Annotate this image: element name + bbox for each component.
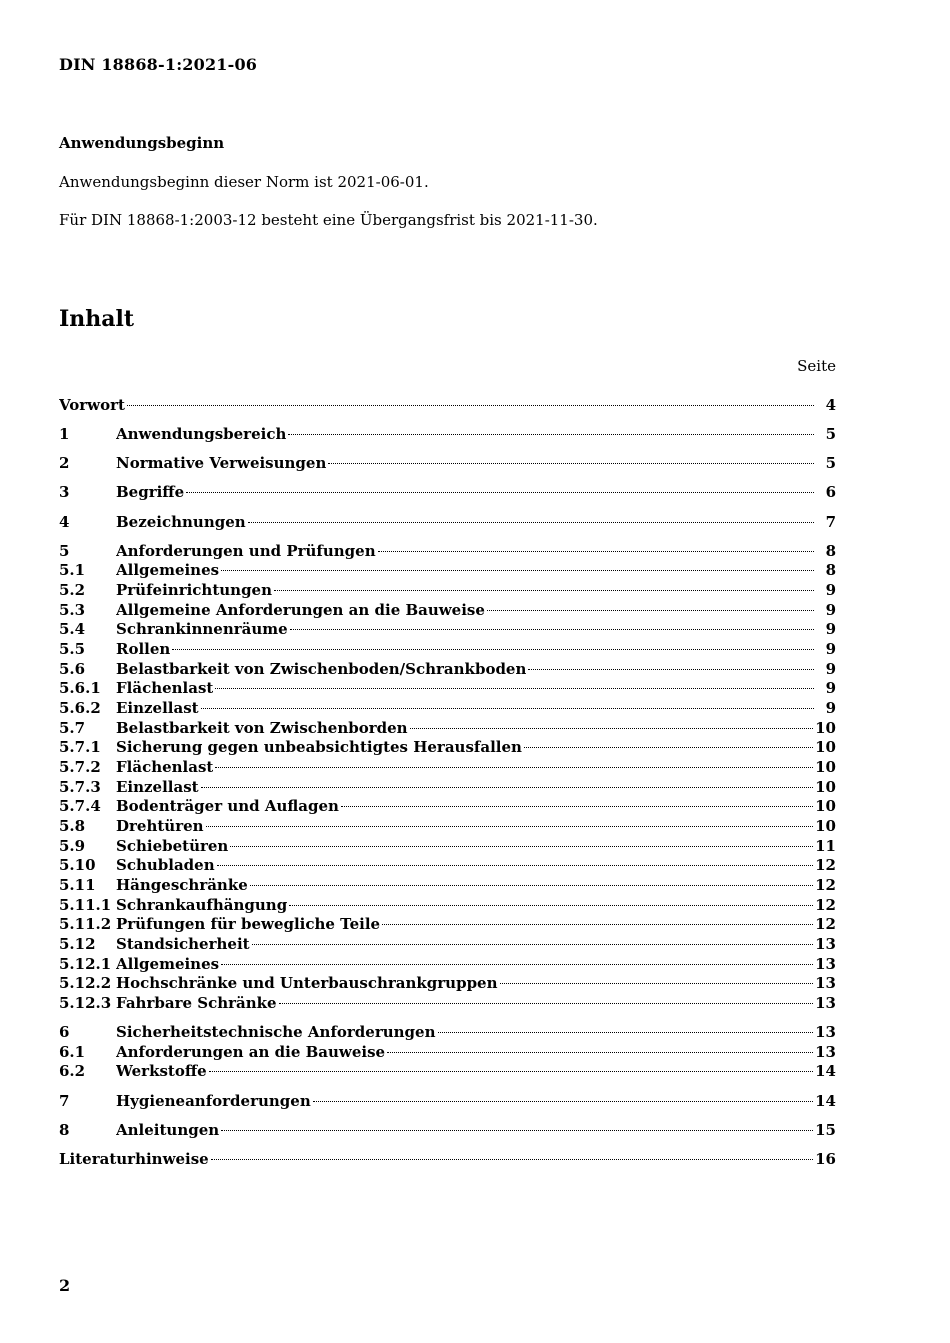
toc-entry-page: 6 xyxy=(825,483,836,502)
toc-entry-page: 10 xyxy=(815,816,836,835)
toc-entry-number: 5.7.2 xyxy=(59,758,101,776)
toc-entry-number: 5.12.1 xyxy=(59,954,112,973)
dot-leader xyxy=(215,766,813,768)
toc-entry-title: Rollen xyxy=(116,640,171,659)
dot-leader xyxy=(528,668,814,670)
toc-entry-title: Schiebetüren xyxy=(116,836,229,855)
dot-leader xyxy=(209,1070,813,1072)
dot-leader xyxy=(221,569,814,571)
toc-entry-title: Schrankinnenräume xyxy=(116,620,288,639)
toc-entry-title: Vorwort xyxy=(59,396,125,414)
dot-leader xyxy=(487,609,814,611)
toc-entry[interactable] xyxy=(59,1150,836,1170)
toc-entry[interactable] xyxy=(59,1121,836,1141)
toc-entry-title: Prüfungen für bewegliche Teile xyxy=(116,915,381,934)
dot-leader xyxy=(221,1129,813,1131)
toc-entry-title: Sicherheitstechnische Anforderungen xyxy=(116,1023,436,1042)
toc-entry[interactable] xyxy=(59,454,836,474)
toc-entry-page: 11 xyxy=(815,836,836,855)
dot-leader xyxy=(378,550,814,552)
toc-entry-page: 13 xyxy=(815,954,836,973)
toc-entry-number: 5.1 xyxy=(59,561,86,580)
toc-entry[interactable] xyxy=(59,601,836,621)
toc-entry-page: 7 xyxy=(825,512,836,531)
toc-entry-page: 10 xyxy=(815,797,836,816)
toc-entry[interactable] xyxy=(59,797,836,817)
toc-entry-page: 12 xyxy=(815,875,836,894)
toc-entry-page: 12 xyxy=(815,915,836,934)
toc-entry-title: Belastbarkeit von Zwischenborden xyxy=(116,718,408,737)
dot-leader xyxy=(500,982,814,984)
dot-leader xyxy=(252,943,814,945)
toc-entry-title: Anwendungsbereich xyxy=(116,425,287,444)
toc-entry-number: 5.9 xyxy=(59,836,86,855)
toc-entry[interactable] xyxy=(59,837,836,857)
toc-entry-title: Prüfeinrichtungen xyxy=(116,581,273,600)
toc-entry-title: Literaturhinweise xyxy=(59,1149,209,1168)
dot-leader xyxy=(341,805,813,807)
toc-entry-page: 9 xyxy=(825,699,836,718)
section-heading: Anwendungsbeginn xyxy=(59,134,225,152)
toc-entry-number: 5.6.1 xyxy=(59,679,101,698)
toc-entry-title: Allgemeine Anforderungen an die Bauweise xyxy=(116,600,485,619)
toc-entry-title: Schrankaufhängung xyxy=(116,895,288,914)
toc-entry-number: 2 xyxy=(59,454,70,473)
dot-leader xyxy=(127,404,814,406)
paragraph: Anwendungsbeginn dieser Norm ist 2021-06-01. xyxy=(59,173,429,191)
toc-entry-title: Belastbarkeit von Zwischenboden/Schrankboden xyxy=(116,659,527,678)
toc-entry-page: 5 xyxy=(825,454,836,473)
toc-entry-page: 10 xyxy=(815,777,836,796)
toc-entry-number: 4 xyxy=(59,512,70,531)
toc-entry-title: Anleitungen xyxy=(116,1120,220,1139)
dot-leader xyxy=(201,707,814,709)
toc-entry-title: Einzellast xyxy=(116,699,199,718)
toc-entry[interactable] xyxy=(59,738,836,758)
dot-leader xyxy=(387,1051,813,1053)
toc-entry-page: 13 xyxy=(815,974,836,993)
toc-entry[interactable] xyxy=(59,679,836,699)
toc-entry-number: 5.4 xyxy=(59,620,86,639)
toc-entry-page: 9 xyxy=(825,600,836,619)
toc-entry-number: 5.2 xyxy=(59,581,86,600)
toc-entry-title: Bezeichnungen xyxy=(116,512,246,531)
dot-leader xyxy=(290,628,814,630)
toc-entry[interactable] xyxy=(59,896,836,916)
dot-leader xyxy=(313,1100,813,1102)
toc-entry-number: 3 xyxy=(59,483,70,502)
dot-leader xyxy=(438,1031,814,1033)
toc-entry-page: 14 xyxy=(815,1091,836,1110)
toc-entry-title: Flächenlast xyxy=(116,679,214,698)
toc-entry-page: 13 xyxy=(815,1023,836,1042)
toc-entry-number: 5.3 xyxy=(59,600,86,619)
toc-entry-number: 8 xyxy=(59,1120,70,1139)
toc-entry[interactable] xyxy=(59,915,836,935)
toc-entry[interactable] xyxy=(59,817,836,837)
toc-entry[interactable] xyxy=(59,876,836,896)
page-column-label: Seite xyxy=(797,357,836,375)
toc-entry[interactable] xyxy=(59,1062,836,1082)
toc-entry[interactable] xyxy=(59,660,836,680)
dot-leader xyxy=(328,462,814,464)
toc-entry[interactable] xyxy=(59,778,836,798)
dot-leader xyxy=(274,589,814,591)
dot-leader xyxy=(230,845,813,847)
toc-entry[interactable] xyxy=(59,542,836,562)
dot-leader xyxy=(201,786,814,788)
paragraph: Für DIN 18868-1:2003-12 besteht eine Übergangsfrist bis 2021-11-30. xyxy=(59,211,598,229)
toc-entry-number: 6.2 xyxy=(59,1062,86,1081)
dot-leader xyxy=(221,963,813,965)
toc-entry-page: 13 xyxy=(815,1042,836,1061)
table-of-contents xyxy=(59,396,836,1169)
toc-entry-number: 5.11.2 xyxy=(59,915,112,934)
toc-entry-title: Einzellast xyxy=(116,777,199,796)
dot-leader xyxy=(217,864,814,866)
toc-entry-page: 9 xyxy=(825,581,836,600)
toc-entry-title: Sicherung gegen unbeabsichtigtes Herausfallen xyxy=(116,738,522,757)
toc-entry-title: Drehtüren xyxy=(116,816,204,835)
toc-entry-number: 5 xyxy=(59,541,70,560)
toc-entry[interactable] xyxy=(59,719,836,739)
toc-entry[interactable] xyxy=(59,620,836,640)
toc-entry-number: 5.10 xyxy=(59,856,96,875)
toc-entry-page: 13 xyxy=(815,934,836,953)
toc-entry[interactable] xyxy=(59,994,836,1014)
dot-leader xyxy=(211,1158,813,1160)
toc-entry-number: 7 xyxy=(59,1091,70,1110)
toc-entry[interactable] xyxy=(59,955,836,975)
toc-entry-page: 9 xyxy=(825,679,836,698)
toc-entry-page: 9 xyxy=(825,640,836,659)
toc-entry-title: Fahrbare Schränke xyxy=(116,993,277,1012)
toc-entry-title: Flächenlast xyxy=(116,758,214,776)
toc-entry-number: 5.7.3 xyxy=(59,777,101,796)
toc-entry-title: Standsicherheit xyxy=(116,934,250,953)
toc-entry[interactable] xyxy=(59,699,836,719)
toc-entry-page: 12 xyxy=(815,895,836,914)
toc-entry-number: 5.12.3 xyxy=(59,993,112,1012)
toc-entry-title: Schubladen xyxy=(116,856,215,875)
toc-entry[interactable] xyxy=(59,425,836,445)
dot-leader xyxy=(206,825,814,827)
toc-entry-number: 5.6.2 xyxy=(59,699,101,718)
toc-entry-page: 4 xyxy=(825,396,836,414)
toc-entry-page: 9 xyxy=(825,620,836,639)
toc-entry-page: 13 xyxy=(815,993,836,1012)
toc-entry-number: 5.12.2 xyxy=(59,974,112,993)
toc-entry-number: 6.1 xyxy=(59,1042,86,1061)
toc-entry-number: 5.6 xyxy=(59,659,86,678)
toc-entry-title: Normative Verweisungen xyxy=(116,454,327,473)
dot-leader xyxy=(410,727,814,729)
toc-entry-page: 10 xyxy=(815,718,836,737)
toc-entry-page: 10 xyxy=(815,758,836,776)
toc-entry[interactable] xyxy=(59,1092,836,1112)
toc-entry[interactable] xyxy=(59,1023,836,1043)
toc-entry[interactable] xyxy=(59,483,836,503)
toc-entry[interactable] xyxy=(59,640,836,660)
dot-leader xyxy=(289,904,813,906)
dot-leader xyxy=(248,521,814,523)
toc-title: Inhalt xyxy=(59,306,135,332)
dot-leader xyxy=(215,687,814,689)
toc-entry-page: 15 xyxy=(815,1120,836,1139)
toc-entry-number: 5.7.4 xyxy=(59,797,101,816)
document-id: DIN 18868-1:2021-06 xyxy=(59,55,258,74)
toc-entry-page: 12 xyxy=(815,856,836,875)
toc-entry-title: Hygieneanforderungen xyxy=(116,1091,311,1110)
toc-entry-page: 14 xyxy=(815,1062,836,1081)
toc-entry-number: 5.8 xyxy=(59,816,86,835)
toc-entry-number: 5.7.1 xyxy=(59,738,101,757)
dot-leader xyxy=(250,884,813,886)
toc-entry-title: Anforderungen an die Bauweise xyxy=(116,1042,386,1061)
toc-entry-page: 16 xyxy=(815,1149,836,1168)
toc-entry-number: 1 xyxy=(59,425,70,444)
toc-entry[interactable] xyxy=(59,513,836,533)
toc-entry[interactable] xyxy=(59,561,836,581)
toc-entry[interactable] xyxy=(59,581,836,601)
toc-entry-title: Hängeschränke xyxy=(116,875,248,894)
toc-entry-title: Werkstoffe xyxy=(116,1062,207,1081)
toc-entry-number: 5.5 xyxy=(59,640,86,659)
toc-entry-page: 10 xyxy=(815,738,836,757)
dot-leader xyxy=(279,1002,814,1004)
dot-leader xyxy=(172,648,814,650)
toc-entry-title: Hochschränke und Unterbauschrankgruppen xyxy=(116,974,498,993)
toc-entry[interactable] xyxy=(59,974,836,994)
toc-entry-title: Allgemeines xyxy=(116,561,220,580)
toc-entry-title: Bodenträger und Auflagen xyxy=(116,797,339,816)
toc-entry-page: 8 xyxy=(825,541,836,560)
toc-entry-number: 5.12 xyxy=(59,934,96,953)
dot-leader xyxy=(288,433,814,435)
dot-leader xyxy=(186,491,814,493)
toc-entry-number: 5.11 xyxy=(59,875,96,894)
toc-entry-number: 5.11.1 xyxy=(59,895,112,914)
toc-entry-number: 5.7 xyxy=(59,718,86,737)
toc-entry-page: 5 xyxy=(825,425,836,444)
toc-entry[interactable] xyxy=(59,1043,836,1063)
toc-entry-page: 9 xyxy=(825,659,836,678)
page-number: 2 xyxy=(59,1276,71,1295)
toc-entry[interactable] xyxy=(59,856,836,876)
dot-leader xyxy=(524,746,813,748)
toc-entry[interactable] xyxy=(59,396,836,416)
toc-entry-title: Allgemeines xyxy=(116,954,220,973)
toc-entry-page: 8 xyxy=(825,561,836,580)
toc-entry[interactable] xyxy=(59,935,836,955)
dot-leader xyxy=(382,923,813,925)
toc-entry-number: 6 xyxy=(59,1023,70,1042)
toc-entry-title: Anforderungen und Prüfungen xyxy=(116,541,376,560)
toc-entry-title: Begriffe xyxy=(116,483,185,502)
toc-entry[interactable] xyxy=(59,758,836,778)
